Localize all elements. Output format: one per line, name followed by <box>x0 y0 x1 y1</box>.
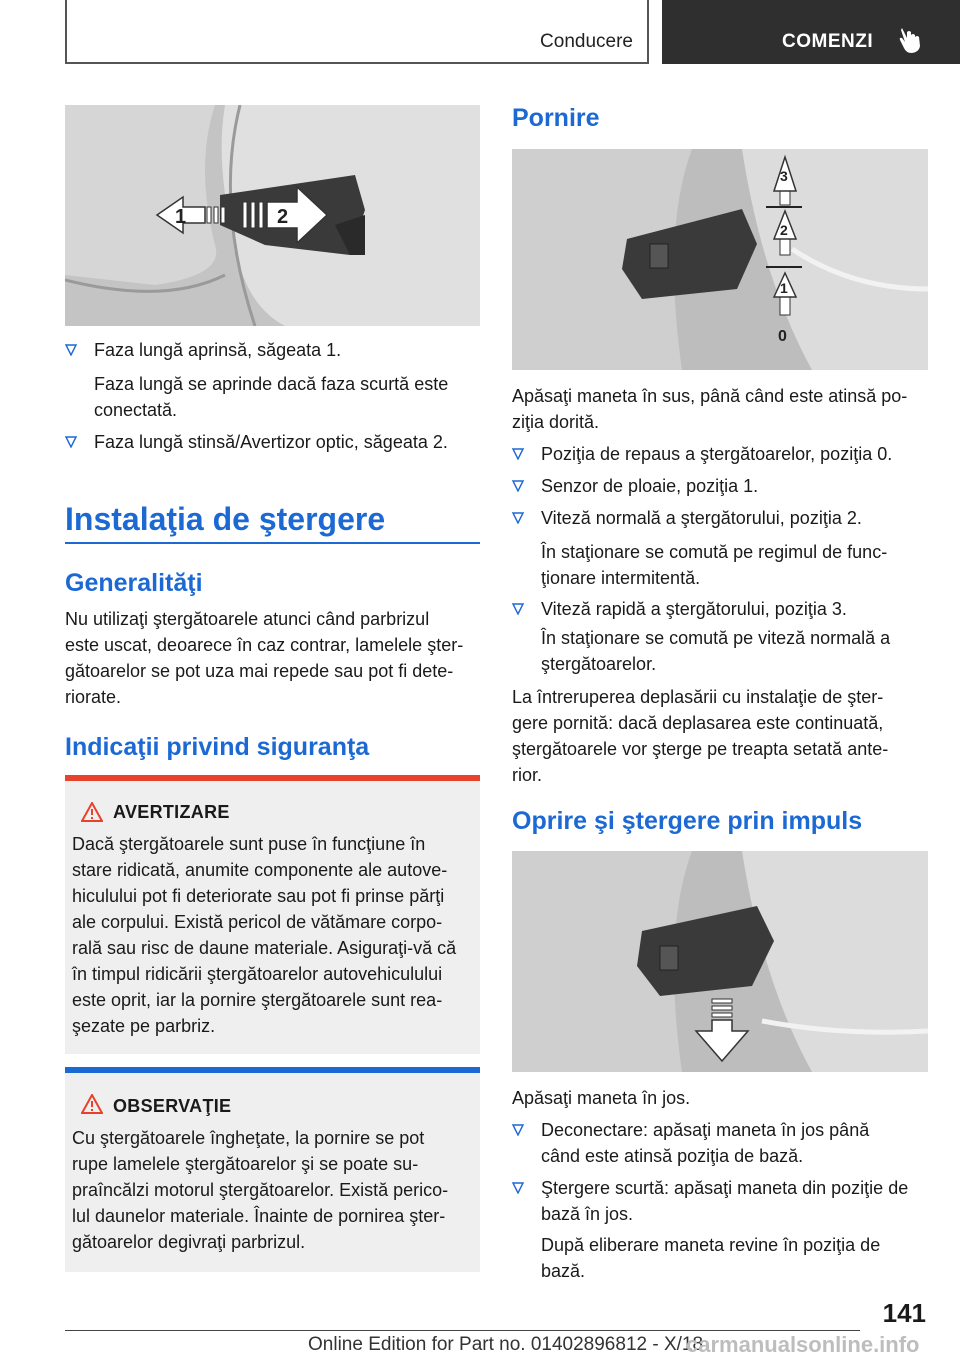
warning-text <box>72 831 472 1039</box>
section-title: Instalaţia de ştergere <box>65 501 386 537</box>
arrow-1-label: 1 <box>175 206 187 228</box>
warning-line: este oprit, iar la pornire ştergătoarele sunt rea‐ <box>72 990 443 1010</box>
warning-title: AVERTIZARE <box>113 802 230 822</box>
arrow-2-label: 2 <box>277 206 289 228</box>
list-item-subtext: conectată. <box>94 400 178 420</box>
notice-stripe <box>65 1067 480 1073</box>
paragraph-line: La întreruperea deplasării cu instalaţie de şter‐ <box>512 687 884 707</box>
warning-line: şezate pe parbriz. <box>72 1016 216 1036</box>
list-item-subtext: Faza lungă se aprinde dacă faza scurtă este <box>94 374 449 394</box>
notice-line: rupe lamelele ştergătoarelor şi se poate su‐ <box>72 1154 419 1174</box>
paragraph-line: rior. <box>512 765 543 785</box>
start-heading: Pornire <box>512 104 600 132</box>
bullet-triangle-icon <box>512 448 524 460</box>
bullet-triangle-icon <box>512 480 524 492</box>
paragraph-line: riorate. <box>65 687 122 707</box>
footer-edition: Online Edition for Part no. 01402896812 - X/18 <box>308 1334 704 1355</box>
list-item-text: Viteză normală a ştergătorului, poziţia 2. <box>541 508 862 528</box>
paragraph-line: gere pornită: dacă deplasarea este continuată, <box>512 713 884 733</box>
list-item-text: Senzor de ploaie, poziţia 1. <box>541 476 759 496</box>
header-chapter-title: COMENZI <box>782 31 874 52</box>
warning-line: ale corpului. Există pericol de vătămare corpo‐ <box>72 912 443 932</box>
bullet-triangle-icon <box>65 436 77 448</box>
interrupt-paragraph <box>512 684 928 788</box>
list-item-subtext: ştergătoarelor. <box>541 654 657 674</box>
header-chapter-box <box>662 0 960 64</box>
paragraph-line: Apăsaţi maneta în sus, până când este atinsă po‐ <box>512 386 908 406</box>
safety-heading: Indicaţii privind siguranţa <box>65 733 370 761</box>
list-item-subtext: În staţionare se comută pe viteză normală a <box>541 628 891 648</box>
bullet-triangle-icon <box>65 344 77 356</box>
list-item-text: bază în jos. <box>541 1204 634 1224</box>
wiper-lever-up-image <box>512 149 928 370</box>
list-item-text: Ştergere scurtă: apăsaţi maneta din poziţie de <box>541 1178 909 1198</box>
paragraph-line: este uscat, deoarece în caz contrar, lamelele şter‐ <box>65 635 464 655</box>
notice-line: gătoarelor degivraţi parbrizul. <box>72 1232 306 1252</box>
list-item-text: Deconectare: apăsaţi maneta în jos până <box>541 1120 870 1140</box>
warning-stripe <box>65 775 480 781</box>
warning-line: Dacă ştergătoarele sunt puse în funcţiune în <box>72 834 426 854</box>
stop-paragraph: Apăsaţi maneta în jos. <box>512 1088 691 1108</box>
list-item-text: când este atinsă poziţia de bază. <box>541 1146 804 1166</box>
list-item-subtext: ţionare intermitentă. <box>541 568 701 588</box>
warning-box <box>65 775 480 1054</box>
wiper-lever-down-image <box>512 851 928 1072</box>
position-2-label: 2 <box>780 222 788 238</box>
watermark: carmanualsonline.info <box>686 1332 920 1357</box>
notice-box <box>65 1067 480 1272</box>
bullet-triangle-icon <box>512 603 524 615</box>
page-number: 141 <box>882 1298 926 1328</box>
warning-triangle-icon <box>81 802 103 822</box>
notice-line: Cu ştergătoarele îngheţate, la pornire se pot <box>72 1128 425 1148</box>
notice-line: praîncălzi motorul ştergătoarelor. Există perico‐ <box>72 1180 449 1200</box>
list-item-text: Poziţia de repaus a ştergătoarelor, poziţia 0. <box>541 444 893 464</box>
bullet-triangle-icon <box>512 1124 524 1136</box>
bullet-triangle-icon <box>512 1182 524 1194</box>
list-item-subtext: bază. <box>541 1261 586 1281</box>
notice-line: lul daunelor materiale. Înainte de pornirea şter‐ <box>72 1206 446 1226</box>
warning-line: stare ridicată, anumite componente ale autove‐ <box>72 860 448 880</box>
paragraph-line: ziţia dorită. <box>512 412 600 432</box>
list-item-text: Viteză rapidă a ştergătorului, poziţia 3. <box>541 599 847 619</box>
list-item-text: Faza lungă stinsă/Avertizor optic, săgeata 2. <box>94 432 448 452</box>
paragraph-line: Nu utilizaţi ştergătoarele atunci când parbrizul <box>65 609 430 629</box>
high-beam-lever-image <box>65 105 480 326</box>
notice-triangle-icon <box>81 1094 103 1114</box>
footer-divider <box>65 1330 860 1331</box>
paragraph-line: gătoarelor se pot uza mai repede sau pot fi dete‐ <box>65 661 454 681</box>
position-1-label: 1 <box>780 280 788 296</box>
list-item-subtext: În staţionare se comută pe regimul de func‐ <box>541 542 888 562</box>
list-item-text: Faza lungă aprinsă, săgeata 1. <box>94 340 342 360</box>
title-divider <box>65 542 480 544</box>
warning-line: în timpul ridicării ştergătoarelor autovehiculului <box>72 964 443 984</box>
general-heading: Generalităţi <box>65 569 203 597</box>
header-section-title: Conducere <box>540 31 633 52</box>
warning-line: hiculului pot fi deteriorate sau pot fi prinse părţi <box>72 886 445 906</box>
pointing-hand-icon <box>898 26 924 54</box>
notice-title: OBSERVAŢIE <box>113 1096 232 1116</box>
warning-line: rală sau risc de daune materiale. Asiguraţi-vă că <box>72 938 457 958</box>
notice-text <box>72 1125 472 1255</box>
list-item-subtext: După eliberare maneta revine în poziţia de <box>541 1235 881 1255</box>
position-3-label: 3 <box>780 168 788 184</box>
start-paragraph <box>512 383 928 435</box>
bullet-triangle-icon <box>512 512 524 524</box>
general-paragraph <box>65 606 480 710</box>
paragraph-line: ştergătoarele vor şterge pe treapta setată ante‐ <box>512 739 889 759</box>
header-section-box <box>65 0 649 64</box>
position-0-label: 0 <box>778 328 787 345</box>
stop-heading: Oprire şi ştergere prin impuls <box>512 807 863 835</box>
